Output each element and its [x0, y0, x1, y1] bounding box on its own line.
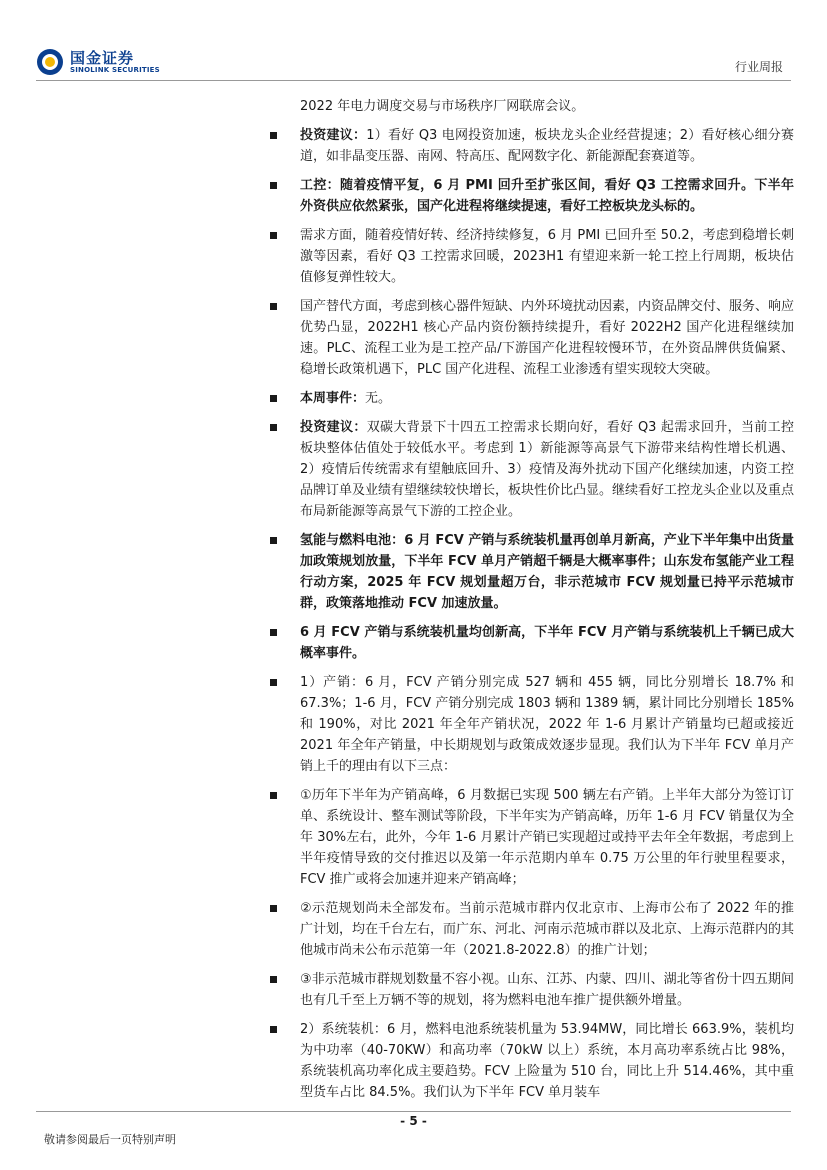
bullet-text: 2）系统装机：6 月，燃料电池系统装机量为 53.94MW，同比增长 663.9%，装机均为中功率（40-70KW）和高功率（70kW 以上）系统，本月高功率系统占比 98%，系统装机高功率化成主要趋势。FCV 上险量为 510 台，同比上升 514.46%，其中重型货车占比 84.5%。我们认为下半年 FCV 单月装车: [300, 1022, 794, 1100]
bullet-item: [270, 785, 794, 890]
bullet-square-icon: [270, 395, 277, 402]
bullet-text: 国产替代方面，考虑到核心器件短缺、内外环境扰动因素，内资品牌交付、服务、响应优势凸显，2022H1 核心产品内资份额持续提升，看好 2022H2 国产化进程继续加速。PLC、流程工业为是工控产品/下游国产化进程较慢环节，在外资品牌供货偏紧、稳增长政策机遇下，PLC 国产化进程、流程工业渗透有望实现较大突破。: [300, 299, 795, 377]
sinolink-logo: [36, 48, 160, 76]
bullet-square-icon: [270, 132, 277, 139]
bullet-square-icon: [270, 679, 277, 686]
bullet-square-icon: [270, 232, 277, 239]
report-body: [270, 96, 794, 1111]
bullet-item: [270, 175, 794, 217]
bullet-text: ③非示范城市群规划数量不容小视。山东、江苏、内蒙、四川、湖北等省份十四五期间也有几千至上万辆不等的规划，将为燃料电池车推广提供额外增量。: [300, 972, 794, 1008]
bullet-item: [270, 530, 794, 614]
page-header: [0, 0, 827, 90]
bullet-text: 氢能与燃料电池：6 月 FCV 产销与系统装机量再创单月新高，产业下半年集中出货量加政策规划放量，下半年 FCV 单月产销超千辆是大概率事件；山东发布氢能产业工程行动方案，2025 年 FCV 规划量超万台，非示范城市 FCV 规划量已持平示范城市群，政策落地推动 FCV 加速放量。: [300, 533, 794, 611]
report-type-label: 行业周报: [734, 60, 783, 74]
bullet-item: [270, 388, 794, 409]
bullet-square-icon: [270, 905, 277, 912]
bullet-text: 6 月 FCV 产销与系统装机量均创新高，下半年 FCV 月产销与系统装机上千辆已成大概率事件。: [300, 625, 794, 661]
bullet-text: 无。: [365, 391, 392, 406]
bullet-square-icon: [270, 182, 277, 189]
bullet-text: ②示范规划尚未全部发布。当前示范城市群内仅北京市、上海市公布了 2022 年的推广计划，均在千台左右，而广东、河北、河南示范城市群以及北京、上海示范群内的其他城市尚未公布示范第一年（2021.8-2022.8）的推广计划；: [300, 901, 795, 958]
logo-text-english: SINOLINK SECURITIES: [70, 65, 160, 74]
bullet-square-icon: [270, 976, 277, 983]
bullet-item: [270, 125, 794, 167]
sinolink-logo-icon: [36, 48, 64, 76]
bullet-item: [270, 672, 794, 777]
page-number: - 5 -: [400, 1114, 427, 1128]
bullet-item: [270, 969, 794, 1011]
bullet-label: 投资建议：: [300, 420, 367, 435]
bullet-text: ①历年下半年为产销高峰，6 月数据已实现 500 辆左右产销。上半年大部分为签订订单、系统设计、整车测试等阶段，下半年实为产销高峰，历年 1-6 月 FCV 销量仅为全年 30%左右，此外，今年 1-6 月累计产销已实现超过或持平去年全年数据，考虑到上半年疫情导致的交付推迟以及第一年示范期内单车 0.75 万公里的年行驶里程要求，FCV 推广或将会加速并迎来产销高峰；: [300, 788, 794, 887]
bullet-square-icon: [270, 1026, 277, 1033]
bullet-label: 本周事件：: [300, 391, 366, 406]
intro-paragraph: 2022 年电力调度交易与市场秩序厂网联席会议。: [300, 99, 585, 114]
bullet-square-icon: [270, 303, 277, 310]
bullet-square-icon: [270, 424, 277, 431]
bullet-item: [270, 296, 794, 380]
bullet-square-icon: [270, 629, 277, 636]
bullet-item: [270, 622, 794, 664]
bullet-text: 双碳大背景下十四五工控需求长期向好，看好 Q3 起需求回升，当前工控板块整体估值处于较低水平。考虑到 1）新能源等高景气下游带来结构性增长机遇、2）疫情后传统需求有望触底回升、3）疫情及海外扰动下国产化继续加速，内资工控品牌订单及业绩有望继续较快增长，板块性价比凸显。继续看好工控龙头企业以及重点布局新能源等高景气下游的工控企业。: [300, 420, 795, 519]
logo-text-chinese: 国金证券: [70, 48, 135, 67]
bullet-text: 1）看好 Q3 电网投资加速，板块龙头企业经营提速；2）看好核心细分赛道，如非晶变压器、南网、特高压、配网数字化、新能源配套赛道等。: [300, 128, 794, 164]
bullet-text: 1）产销：6 月，FCV 产销分别完成 527 辆和 455 辆，同比分别增长 18.7% 和 67.3%；1-6 月，FCV 产销分别完成 1803 辆和 1389 辆，累计同比分别增长 185%和 190%，对比 2021 年全年产销状况，2022 年 1-6 月累计产销量均已超或接近 2021 年全年产销量，中长期规划与政策成效逐步显现。我们认为下半年 FCV 单月产销上千的理由有以下三点：: [300, 675, 794, 774]
bullet-text: 需求方面，随着疫情好转、经济持续修复，6 月 PMI 已回升至 50.2，考虑到稳增长刺激等因素，看好 Q3 工控需求回暖，2023H1 有望迎来新一轮工控上行周期，板块估值修复弹性较大。: [300, 228, 794, 285]
bullet-square-icon: [270, 792, 277, 799]
bullet-item: [270, 898, 794, 961]
bullet-item: [270, 1019, 794, 1103]
bullet-label: 投资建议：: [300, 128, 367, 143]
bullet-square-icon: [270, 537, 277, 544]
header-divider: [36, 80, 791, 81]
bullet-item: [270, 225, 794, 288]
disclaimer-note: 敬请参阅最后一页特别声明: [44, 1133, 176, 1146]
footer-divider: [36, 1111, 791, 1112]
bullet-item: [270, 417, 794, 522]
bullet-text: 工控：随着疫情平复，6 月 PMI 回升至扩张区间，看好 Q3 工控需求回升。下半年外资供应依然紧张，国产化进程将继续提速，看好工控板块龙头标的。: [300, 178, 794, 214]
